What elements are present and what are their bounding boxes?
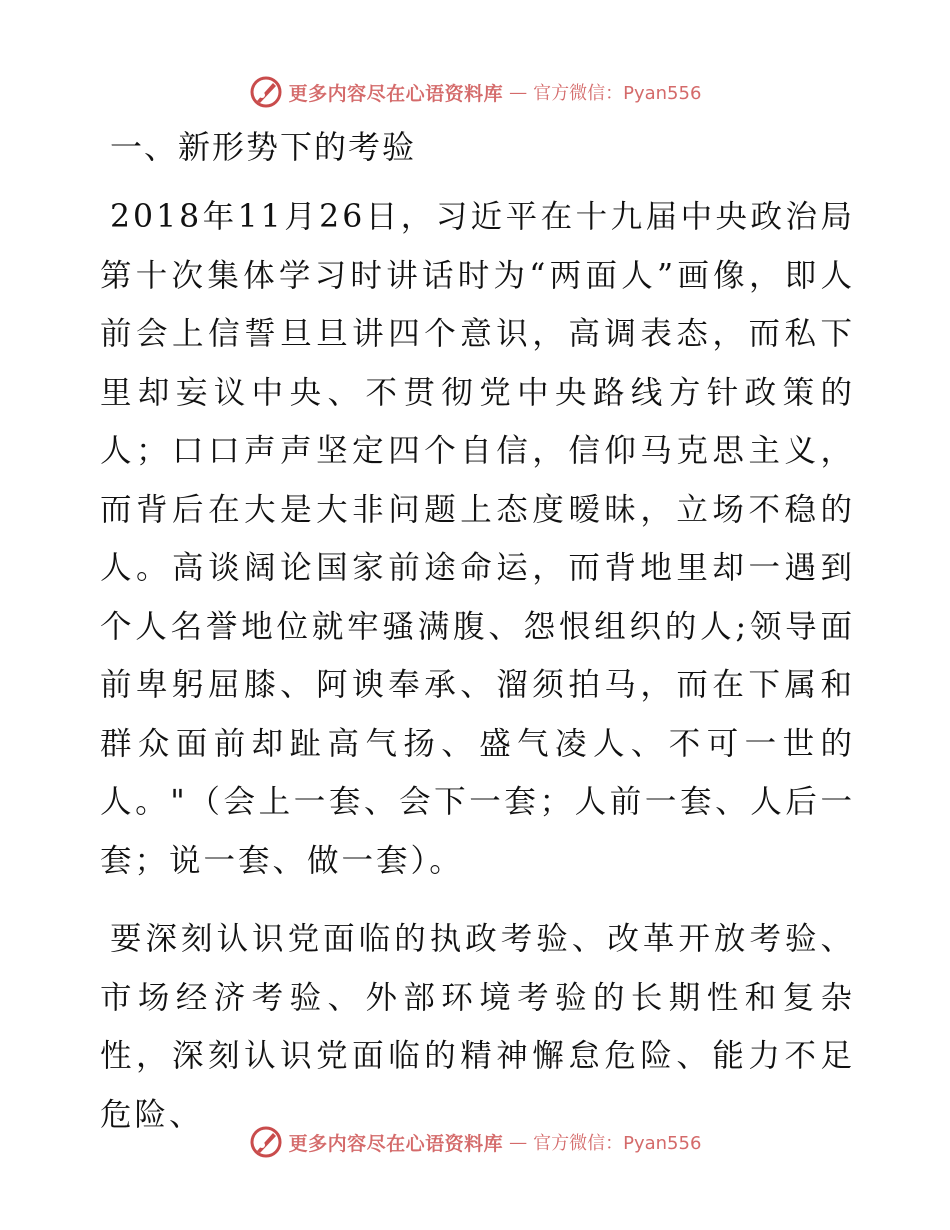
watermark-contact: 官方微信：Pyan556 xyxy=(533,1133,702,1154)
quill-pen-logo-icon xyxy=(249,75,283,109)
watermark-dash: — xyxy=(509,81,528,103)
body-paragraph-1: 2018年11月26日，习近平在十九届中央政治局第十次集体学习时讲话时为“两面人”画像，即人前会上信誓旦旦讲四个意识，高调表态，而私下里却妄议中央、不贯彻党中央路线方针政策的人；口口声声坚定四个自信，信仰马克思主义，而背后在大是大非问题上态度暧昧，立场不稳的人。高谈阔论国家前途命运，而背地里却一遇到个人名誉地位就牢骚满腹、怨恨组织的人;领导面前卑躬屈膝、阿谀奉承、溜须拍马，而在下属和群众面前却趾高气扬、盛气凌人、不可一世的人。"（会上一套、会下一套；人前一套、人后一套；说一套、做一套）。 xyxy=(100,199,855,879)
body-paragraph-2: 要深刻认识党面临的执政考验、改革开放考验、市场经济考验、外部环境考验的长期性和复杂性，深刻认识党面临的精神懈怠危险、能力不足危险、 xyxy=(100,921,855,1133)
quill-pen-logo-icon xyxy=(249,1125,283,1159)
watermark-brand: 更多内容尽在心语资料库 xyxy=(288,1132,504,1155)
watermark-dash: — xyxy=(509,1131,528,1153)
watermark-brand: 更多内容尽在心语资料库 xyxy=(288,82,504,105)
footer-watermark xyxy=(0,1122,950,1162)
watermark-contact: 官方微信：Pyan556 xyxy=(533,83,702,104)
section-heading: 一、新形势下的考验 xyxy=(110,128,417,166)
header-watermark xyxy=(0,72,950,112)
